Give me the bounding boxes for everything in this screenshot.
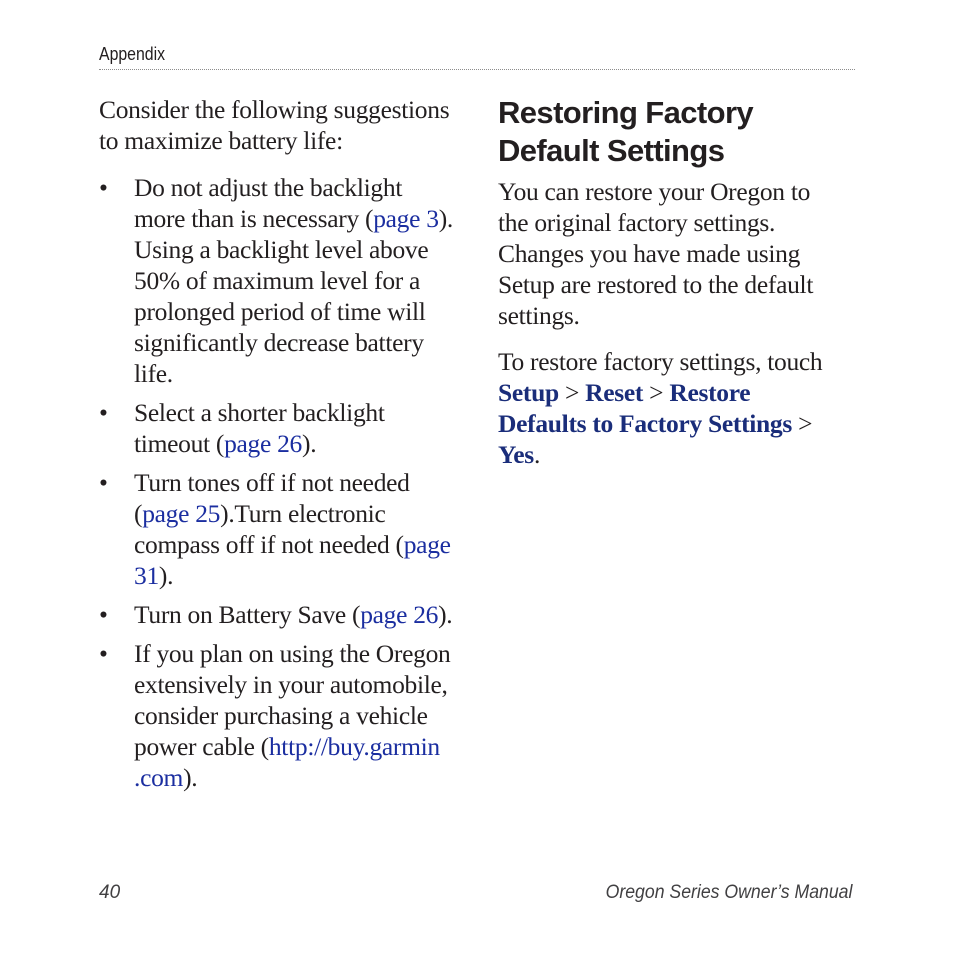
list-item bbox=[99, 599, 459, 630]
right-column bbox=[498, 94, 838, 485]
left-column bbox=[99, 94, 459, 801]
menu-reset: Reset bbox=[585, 378, 644, 407]
tip-text: ). bbox=[438, 600, 453, 629]
tip-text: ). bbox=[158, 561, 174, 590]
tip-text: ). Using a backlight level above 50% of maximum level for a prolonged period of time will significantly decrease battery life. bbox=[134, 204, 453, 388]
menu-restore-defaults: Restore Defaults to Factory Settings bbox=[498, 378, 793, 438]
tip-text: If you plan on using the Oregon extensively in your automobile, consider purchasing a vehicle power cable ( bbox=[134, 639, 451, 761]
restore-instructions bbox=[498, 346, 838, 470]
garmin-url-link[interactable]: http://buy.garmin bbox=[268, 732, 440, 761]
tip-text: Do not adjust the backlight more than is necessary ( bbox=[134, 173, 403, 233]
sentence-end: . bbox=[533, 440, 541, 469]
manual-title: Oregon Series Owner’s Manual bbox=[605, 882, 852, 903]
tip-text: ). bbox=[183, 763, 198, 792]
list-item bbox=[99, 172, 459, 389]
page-link[interactable]: page 31 bbox=[134, 530, 451, 590]
page-number: 40 bbox=[99, 882, 121, 903]
header-divider bbox=[99, 69, 855, 70]
instruction-lead: To restore factory settings, touch bbox=[498, 347, 823, 376]
restore-description: You can restore your Oregon to the original factory settings. Changes you have made using Setup are restored to the default settings. bbox=[498, 177, 814, 330]
bullet-marker: • bbox=[99, 468, 108, 497]
bullet-marker: • bbox=[99, 600, 108, 629]
tip-text: Select a shorter backlight timeout ( bbox=[134, 398, 385, 458]
bullet-marker: • bbox=[99, 398, 108, 427]
bullet-marker: • bbox=[99, 173, 108, 202]
section-heading: Restoring Factory Default Settings bbox=[498, 95, 754, 168]
list-item bbox=[99, 638, 459, 793]
tip-text: Turn tones off if not needed ( bbox=[134, 468, 410, 528]
battery-tips-list bbox=[99, 172, 459, 793]
menu-setup: Setup bbox=[498, 378, 559, 407]
running-header: Appendix bbox=[99, 44, 166, 64]
page-link[interactable]: page 26 bbox=[224, 429, 302, 458]
page-link[interactable]: page 25 bbox=[142, 499, 221, 528]
tip-text: Turn on Battery Save ( bbox=[134, 600, 361, 629]
list-item bbox=[99, 397, 459, 459]
menu-yes: Yes bbox=[498, 440, 534, 469]
menu-separator: > bbox=[798, 409, 813, 438]
tip-text: ). bbox=[302, 429, 317, 458]
menu-separator: > bbox=[649, 378, 664, 407]
page-link[interactable]: page 26 bbox=[360, 600, 439, 629]
garmin-url-link-continued[interactable]: .com bbox=[134, 763, 184, 792]
tip-text: ).Turn electronic compass off if not needed ( bbox=[134, 499, 404, 559]
bullet-marker: • bbox=[99, 639, 108, 668]
list-item bbox=[99, 467, 459, 591]
menu-separator: > bbox=[564, 378, 580, 407]
page-link[interactable]: page 3 bbox=[373, 204, 439, 233]
battery-intro: Consider the following suggestions to maximize battery life: bbox=[99, 95, 450, 155]
